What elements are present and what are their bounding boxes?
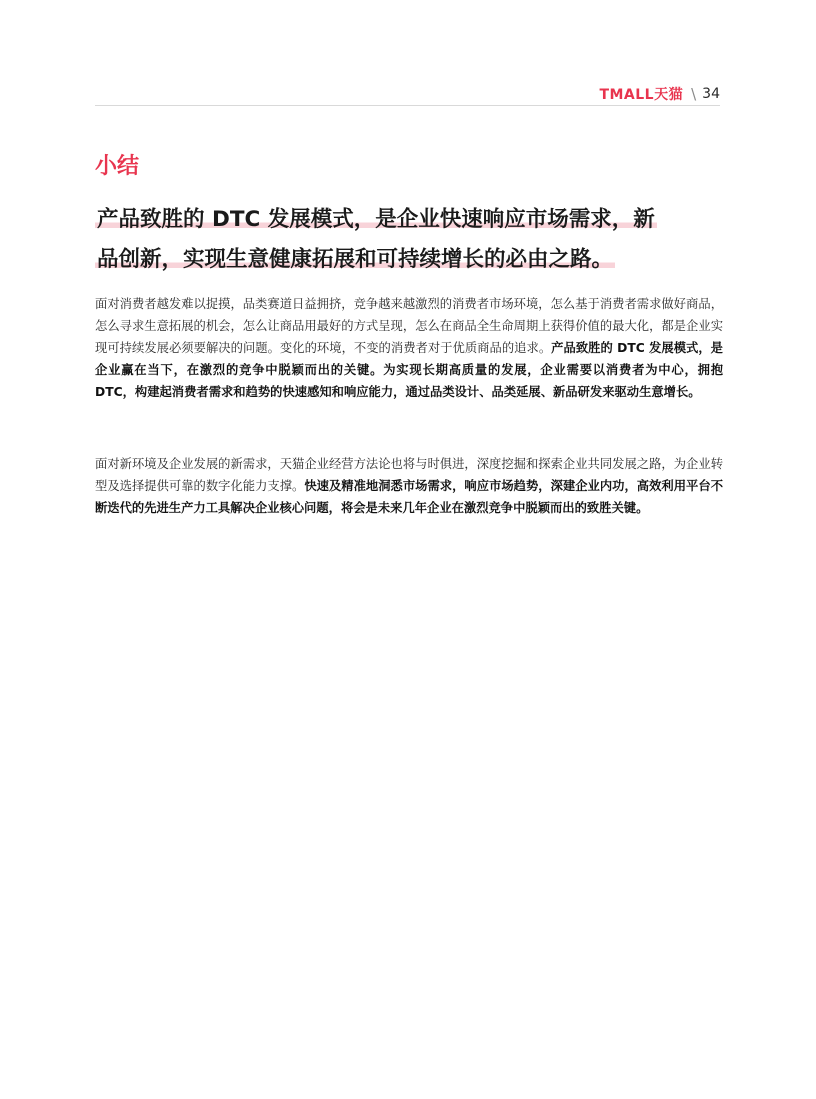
headline-line-2: 品创新，实现生意健康拓展和可持续增长的必由之路。: [97, 247, 614, 272]
headline: [95, 200, 723, 280]
section-title: 小结: [95, 154, 140, 179]
body-paragraph-1: [95, 293, 723, 403]
page-header: [95, 82, 720, 106]
tmall-logo: TMALL天猫: [599, 87, 684, 103]
body-paragraph-2: [95, 453, 723, 519]
headline-line-1: 产品致胜的 DTC 发展模式，是企业快速响应市场需求，新: [97, 207, 655, 232]
paragraph-2-emphasis: 快速及精准地洞悉市场需求，响应市场趋势，深建企业内功，高效利用平台不断迭代的先进生产力工具解决企业核心问题，将会是未来几年企业在激烈竞争中脱颖而出的致胜关键。: [95, 479, 723, 515]
page-number: 34: [702, 86, 720, 102]
paragraph-1-text: 面对消费者越发难以捉摸，品类赛道日益拥挤，竞争越来越激烈的消费者市场环境，怎么基于消费者需求做好商品，怎么寻求生意拓展的机会，怎么让商品用最好的方式呈现，怎么在商品全生命周期上获得价值的最大化，都是企业实现可持续发展必须要解决的问题。变化的环境，不变的消费者对于优质商品的追求。: [95, 297, 723, 355]
paragraph-1-emphasis: 产品致胜的 DTC 发展模式，是企业赢在当下，在激烈的竞争中脱颖而出的关键。为实现长期高质量的发展，企业需要以消费者为中心，拥抱 DTC，构建起消费者需求和趋势的快速感知和响应能力，通过品类设计、品类延展、新品研发来驱动生意增长。: [95, 341, 723, 399]
paragraph-2-text: 面对新环境及企业发展的新需求，天猫企业经营方法论也将与时俱进，深度挖掘和探索企业共同发展之路，为企业转型及选择提供可靠的数字化能力支撑。: [95, 457, 723, 493]
header-separator: \: [691, 85, 697, 103]
header-divider: [95, 105, 720, 106]
